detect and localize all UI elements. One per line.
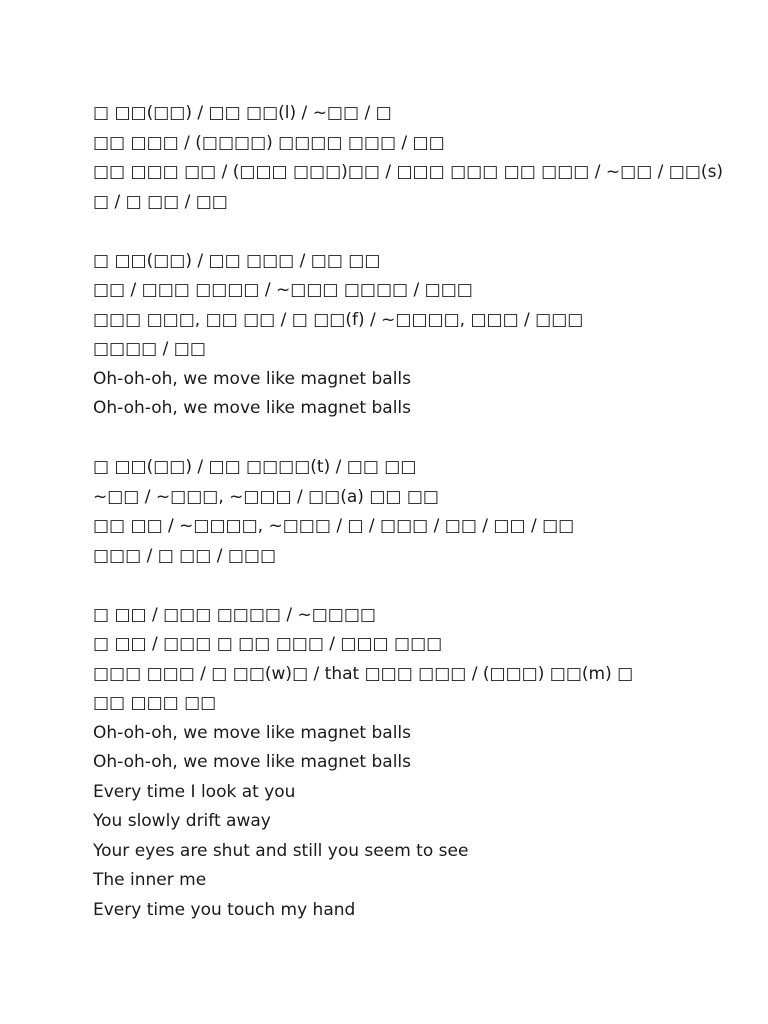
stanza-3 bbox=[93, 453, 713, 571]
lyric-line: □□ / □□□ □□□□ / ~□□□ □□□□ / □□□ bbox=[93, 280, 473, 300]
stanza-2 bbox=[93, 247, 713, 424]
stanza-4 bbox=[93, 601, 713, 926]
lyric-line: □ □□ / □□□ □□□□ / ~□□□□ bbox=[93, 604, 376, 625]
lyric-line: □ / □ □□ / □□ bbox=[93, 191, 228, 212]
lyrics-document bbox=[93, 99, 724, 925]
lyric-line: □□ □□ / ~□□□□, ~□□□ / □ / □□□ / □□ / □□ / □□ bbox=[93, 516, 575, 536]
lyric-line: Your eyes are shut and still you seem to see bbox=[93, 840, 469, 861]
lyric-line: □□ □□□ / (□□□□) □□□□ □□□ / □□ bbox=[93, 132, 445, 153]
lyric-line: ~□□ / ~□□□, ~□□□ / □□(a) □□ □□ bbox=[93, 486, 439, 507]
lyric-line: Oh-oh-oh, we move like magnet balls bbox=[93, 752, 411, 772]
lyric-line: □□ □□□ □□ / (□□□ □□□)□□ / □□□ □□□ □□ □□□ / ~□□ / □□(s) bbox=[93, 162, 724, 182]
lyric-line: □□□ □□□, □□ □□ / □ □□(f) / ~□□□□, □□□ / □□□ bbox=[93, 309, 584, 330]
lyric-line: Every time you touch my hand bbox=[93, 899, 356, 920]
lyric-line: □ □□(□□) / □□ □□□□(t) / □□ □□ bbox=[93, 457, 417, 477]
lyric-line: □□□ / □ □□ / □□□ bbox=[93, 545, 277, 566]
lyric-line: □□□ □□□ / □ □□(w)□ / that □□□ □□□ / (□□□) □□(m) □ bbox=[93, 663, 634, 684]
lyric-line: The inner me bbox=[93, 870, 207, 890]
lyric-line: □ □□ / □□□ □ □□ □□□ / □□□ □□□ bbox=[93, 634, 443, 654]
lyric-line: Every time I look at you bbox=[93, 781, 296, 802]
lyric-line: You slowly drift away bbox=[93, 811, 271, 831]
lyric-line: □ □□(□□) / □□ □□□ / □□ □□ bbox=[93, 250, 381, 271]
lyric-line: Oh-oh-oh, we move like magnet balls bbox=[93, 398, 411, 418]
lyric-line: □ □□(□□) / □□ □□(l) / ~□□ / □ bbox=[93, 103, 392, 123]
lyric-line: Oh-oh-oh, we move like magnet balls bbox=[93, 368, 411, 389]
lyric-line: □□□□ / □□ bbox=[93, 339, 206, 359]
lyric-line: □□ □□□ □□ bbox=[93, 693, 217, 713]
lyric-line: Oh-oh-oh, we move like magnet balls bbox=[93, 722, 411, 743]
stanza-1 bbox=[93, 99, 724, 217]
